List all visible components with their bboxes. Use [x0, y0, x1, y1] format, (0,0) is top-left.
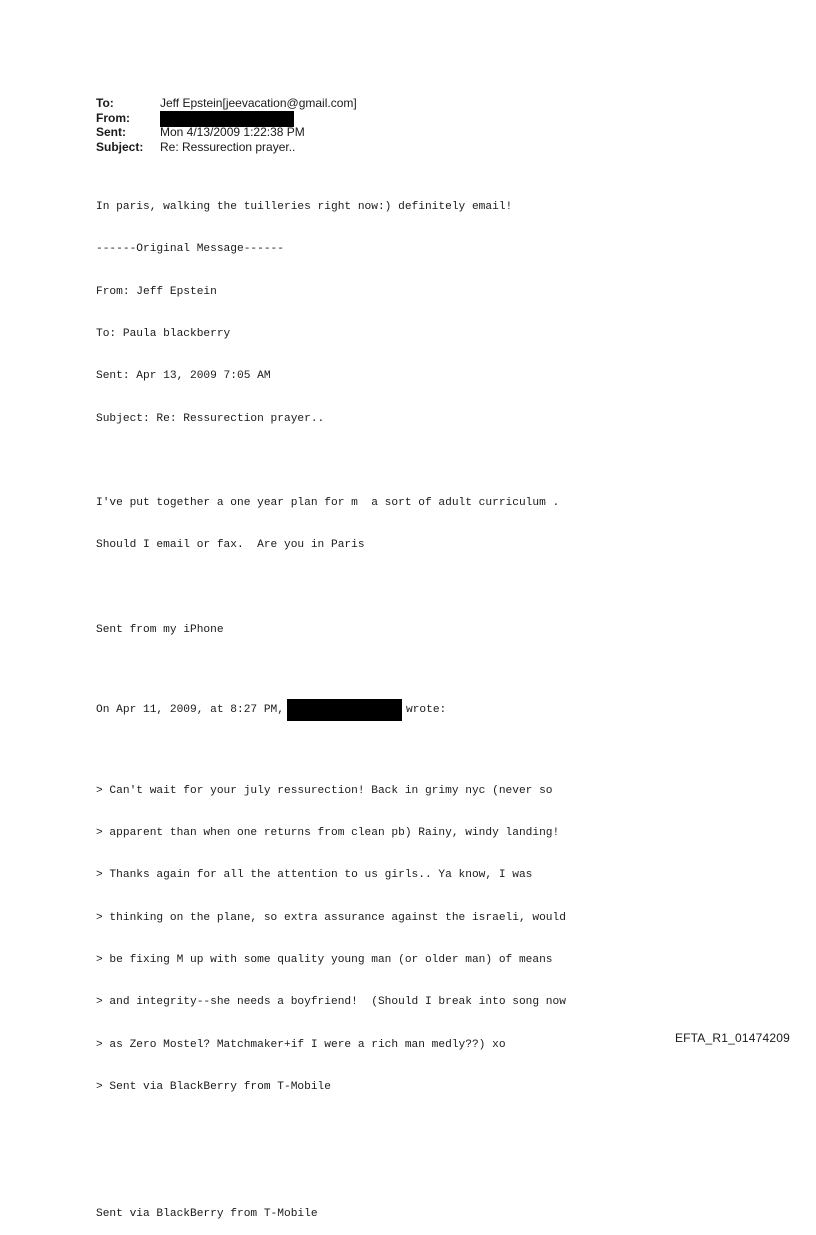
- original-to: To: Paula blackberry: [96, 328, 231, 341]
- quote-date: On Apr 11, 2009, at 8:27 PM,: [96, 704, 284, 717]
- quoted-line: > be fixing M up with some quality young man (or older man) of means: [96, 953, 553, 966]
- subject-value: Re: Ressurection prayer..: [160, 139, 296, 154]
- quoted-line: > as Zero Mostel? Matchmaker+if I were a rich man medly??) xo: [96, 1038, 506, 1051]
- reply-line: In paris, walking the tuilleries right now:) definitely email!: [96, 201, 513, 214]
- sent-row: [96, 125, 357, 140]
- quoted-line: > Thanks again for all the attention to us girls.. Ya know, I was: [96, 869, 533, 882]
- quote-wrote: wrote:: [405, 704, 447, 717]
- subject-label: Subject:: [96, 139, 144, 154]
- to-label: To:: [96, 96, 114, 110]
- original-message-marker: ------Original Message------: [96, 243, 284, 256]
- sent-from-iphone: Sent from my iPhone: [96, 624, 224, 636]
- quoted-line: > thinking on the plane, so extra assurance against the israeli, would: [96, 911, 566, 924]
- signature: Sent via BlackBerry from T-Mobile: [96, 1207, 318, 1220]
- to-row: [96, 96, 357, 111]
- quoted-line: > Sent via BlackBerry from T-Mobile: [96, 1080, 331, 1093]
- quote-attribution: [96, 699, 566, 721]
- redaction-box: [287, 699, 402, 721]
- quoted-line: > Can't wait for your july ressurection! Back in grimy nyc (never so: [96, 784, 553, 797]
- from-row: [96, 111, 357, 126]
- subject-row: [96, 140, 357, 155]
- quoted-line: > apparent than when one returns from clean pb) Rainy, windy landing!: [96, 827, 560, 840]
- email-body: [96, 172, 566, 1235]
- sent-label: Sent:: [96, 125, 126, 139]
- sent-value: Mon 4/13/2009 1:22:38 PM: [160, 125, 305, 139]
- plan-line: Should I email or fax. Are you in Paris: [96, 539, 365, 552]
- document-id: EFTA_R1_01474209: [674, 1031, 790, 1045]
- email-header: [96, 96, 357, 154]
- plan-line: I've put together a one year plan for m a sort of adult curriculum .: [96, 497, 560, 510]
- from-label: From:: [96, 110, 130, 125]
- original-subject: Subject: Re: Ressurection prayer..: [96, 412, 325, 425]
- original-from: From: Jeff Epstein: [96, 285, 217, 298]
- original-sent: Sent: Apr 13, 2009 7:05 AM: [96, 370, 271, 383]
- quoted-line: > and integrity--she needs a boyfriend! (Should I break into song now: [96, 996, 566, 1009]
- to-value: Jeff Epstein[jeevacation@gmail.com]: [160, 96, 357, 110]
